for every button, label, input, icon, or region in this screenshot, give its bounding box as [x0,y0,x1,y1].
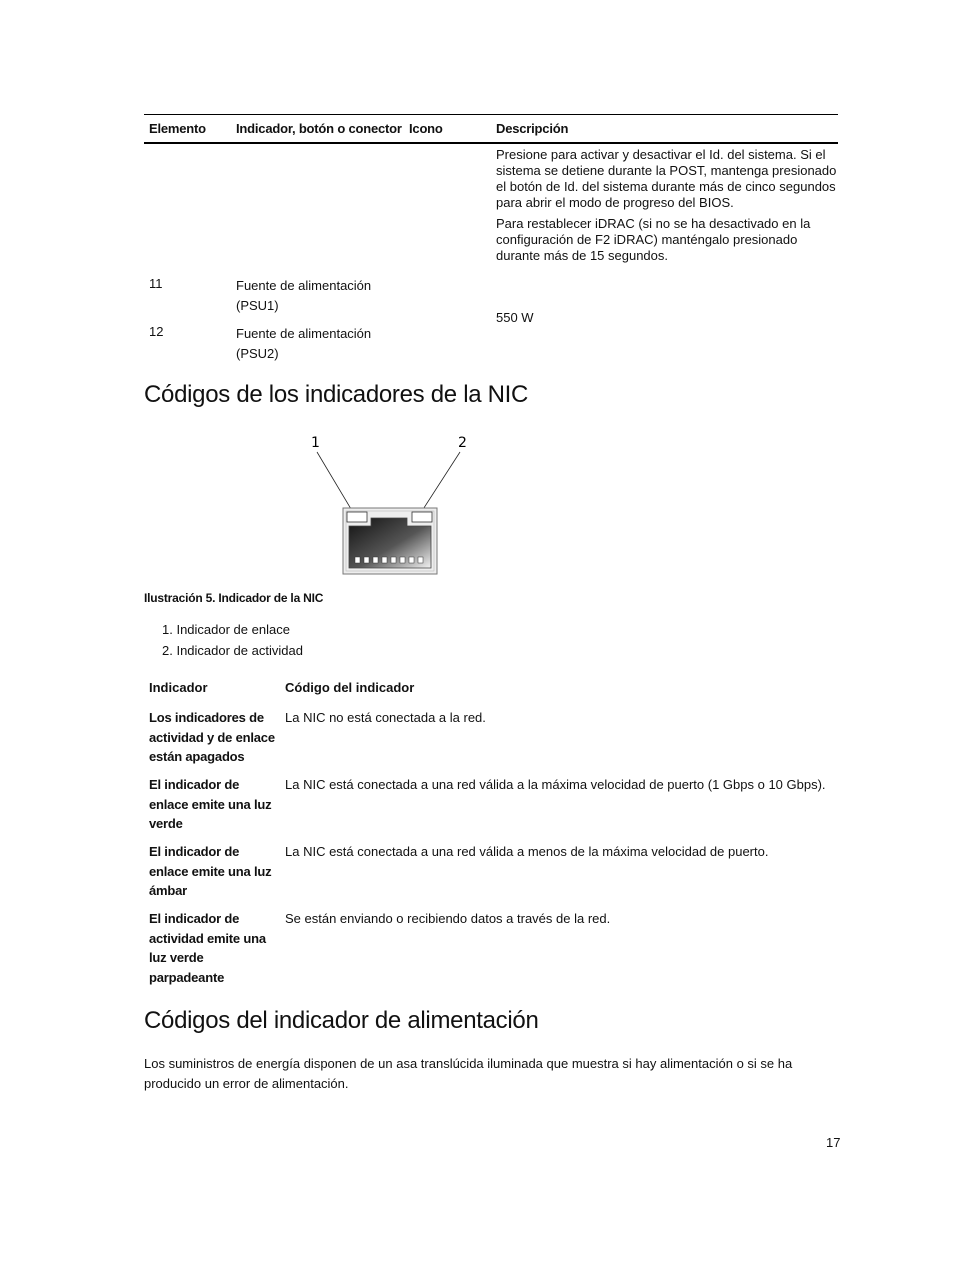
row-12-item: 12 [149,324,164,339]
controls-table [144,114,838,361]
header-descripcion: Descripción [496,121,569,136]
code-cell: La NIC está conectada a una red válida a menos de la máxima velocidad de puerto. [285,844,769,859]
header-icono: Icono [409,121,443,136]
system-id-desc-paragraph: Presione para activar y desactivar el Id. del sistema. Si el sistema se detiene durante la POST, mantenga presionado el botón de Id. del sistema durante más de cinco segundos para abrir el modo de progreso del BIOS. [496,147,837,210]
indicator-cell: El indicador de actividad emite una luz verde parpadeante [149,911,266,985]
nic-port-illustration [300,430,480,580]
figure-legend [162,622,303,664]
indicator-cell: El indicador de enlace emite una luz ámbar [149,844,272,898]
code-cell: Se están enviando o recibiendo datos a través de la red. [285,911,611,926]
row-11-label: Fuente de alimentación (PSU1) [236,278,372,313]
page-number: 17 [826,1135,841,1150]
indicator-cell: Los indicadores de actividad y de enlace están apagados [149,710,275,764]
power-section-paragraph: Los suministros de energía disponen de un asa translúcida iluminada que muestra si hay alimentación o si se ha producido un error de alimentación. [144,1056,793,1091]
nic-section-title: Códigos de los indicadores de la NIC [144,381,529,408]
callout-1: 1 [311,435,320,451]
callout-2: 2 [458,435,467,451]
code-cell: La NIC no está conectada a la red. [285,710,486,725]
controls-table-header [144,114,838,144]
row-12-label: Fuente de alimentación (PSU2) [236,326,372,361]
idrac-reset-desc-paragraph: Para restablecer iDRAC (si no se ha desactivado en la configuración de F2 iDRAC) manténgalo presionado durante más de 15 segundos. [496,216,811,263]
nic-figure [300,430,480,580]
header-elemento: Elemento [149,121,206,136]
link-led-icon [347,512,367,522]
system-id-description [496,147,838,269]
callout-2-leader-line [420,452,460,514]
header-indicador: Indicador [149,680,208,695]
legend-item-link: 1. Indicador de enlace [162,622,290,637]
figure-caption: Ilustración 5. Indicador de la NIC [144,591,324,605]
row-11-item: 11 [149,276,163,291]
callout-1-leader-line [317,452,354,514]
activity-led-icon [412,512,432,522]
header-codigo: Código del indicador [285,680,415,695]
code-cell: La NIC está conectada a una red válida a la máxima velocidad de puerto (1 Gbps o 10 Gbps). [285,777,826,792]
psu-description: 550 W [496,310,534,325]
indicator-cell: El indicador de enlace emite una luz verde [149,777,272,831]
power-section-title: Códigos del indicador de alimentación [144,1007,539,1034]
header-indicador: Indicador, botón o conector [236,121,402,136]
legend-item-activity: 2. Indicador de actividad [162,643,303,658]
